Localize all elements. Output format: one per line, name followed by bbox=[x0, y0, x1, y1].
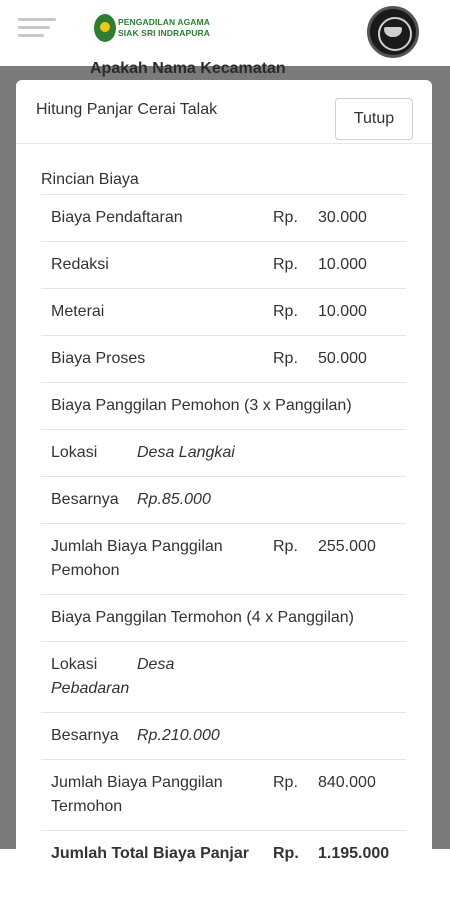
modal-header bbox=[16, 80, 432, 144]
logo-line1: PENGADILAN AGAMA bbox=[118, 17, 210, 27]
modal-title: Hitung Panjar Cerai Talak bbox=[36, 101, 218, 118]
table-row: Biaya Proses Rp. 50.000 bbox=[41, 335, 406, 382]
fee-table bbox=[41, 194, 406, 877]
top-bar bbox=[0, 0, 450, 66]
table-row: Biaya Panggilan Termohon (4 x Panggilan) bbox=[41, 594, 406, 641]
table-row: Besarnya Rp.85.000 bbox=[41, 476, 406, 523]
user-avatar-emblem[interactable] bbox=[367, 6, 419, 58]
table-row: Lokasi Pebadaran Desa bbox=[41, 641, 406, 712]
table-row: Meterai Rp. 10.000 bbox=[41, 288, 406, 335]
table-row: Jumlah Biaya Panggilan Termohon Rp. 840.000 bbox=[41, 759, 406, 830]
table-row: Besarnya Rp.210.000 bbox=[41, 712, 406, 759]
section-title: Rincian Biaya bbox=[41, 171, 139, 188]
table-row: Lokasi Desa Langkai bbox=[41, 429, 406, 476]
background-heading: Apakah Nama Kecamatan bbox=[90, 60, 286, 77]
logo-line2: SIAK SRI INDRAPURA bbox=[118, 28, 211, 38]
table-row: Biaya Pendaftaran Rp. 30.000 bbox=[41, 194, 406, 241]
menu-icon[interactable] bbox=[18, 18, 56, 42]
court-emblem-icon bbox=[94, 14, 116, 42]
court-logo[interactable] bbox=[94, 14, 210, 42]
table-row: Redaksi Rp. 10.000 bbox=[41, 241, 406, 288]
grand-total-row: Jumlah Total Biaya Panjar Rp. 1.195.000 bbox=[41, 830, 406, 877]
close-button[interactable]: Tutup bbox=[335, 98, 413, 140]
table-row: Biaya Panggilan Pemohon (3 x Panggilan) bbox=[41, 382, 406, 429]
table-row: Jumlah Biaya Panggilan Pemohon Rp. 255.000 bbox=[41, 523, 406, 594]
